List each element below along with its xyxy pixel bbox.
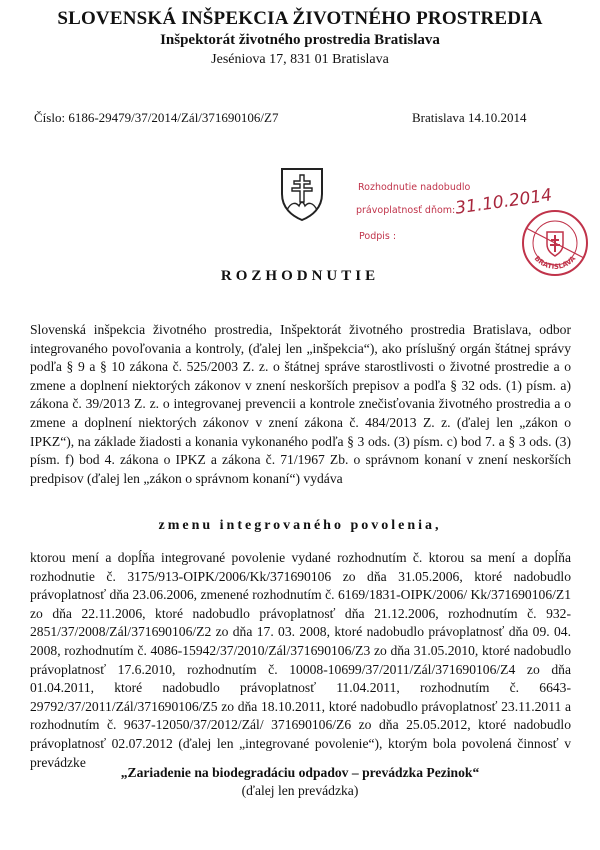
organization-name: SLOVENSKÁ INŠPEKCIA ŽIVOTNÉHO PROSTREDIA xyxy=(57,8,543,29)
issue-date: Bratislava 14.10.2014 xyxy=(412,110,527,125)
slovak-coat-of-arms-icon xyxy=(279,166,325,222)
facility-name: „Zariadenie na biodegradáciu odpadov – prevádzka Pezinok“ xyxy=(120,765,480,780)
department-name: Inšpektorát životného prostredia Bratislava xyxy=(160,32,440,48)
decision-subject: zmenu integrovaného povolenia, xyxy=(158,518,442,533)
stamp-line-signature: Podpis : xyxy=(359,231,397,242)
document-title: ROZHODNUTIE xyxy=(220,268,380,284)
address: Jeséniova 17, 831 01 Bratislava xyxy=(211,52,389,67)
reference-number: Číslo: 6186-29479/37/2014/Zál/371690106/Z7 xyxy=(34,110,279,125)
round-stamp-text: BRATISLAVA xyxy=(532,254,578,271)
main-paragraph: ktorou mení a dopĺňa integrované povolenie vydané rozhodnutím č. ktorou sa mení a dopĺňa rozhodnutie č. 3175/913-OIPK/2006/Kk/371690106 zo dňa 31.05.2006, ktoré nadobudlo právoplatnosť dňa 23.06.2006, zmenené rozhodnutím č. 6169/1831-OIPK/2006/ Kk/371690106/Z1 zo dňa 22.11.2006, ktoré nadobudlo právoplatnosť dňa 21.12.2006, rozhodnutím č. 932-2851/37/2008/Zál/371690106/Z2 zo dňa 17. 03. 2008, ktoré nadobudlo právoplatnosť dňa 09. 04. 2008, rozhodnutím č. 4086-15942/37/2010/Zál/371690106/Z3 zo dňa 31.05.2010, ktoré nadobudlo právoplatnosť 17.6.2010, rozhodnutím č. 10008-10699/37/2011/Zál/371690106/Z4 zo dňa 01.04.2011, ktoré nadobudlo právoplatnosť 11.04.2011, rozhodnutím č. 6643-29792/37/2011/Zál/371690106/Z5 zo dňa 18.10.2011, ktoré nadobudlo právoplatnosť 23.11.2011 a rozhodnutím č. 9637-12050/37/2012/Zál/ 371690106/Z6 zo dňa 25.05.2012, ktoré nadobudlo právoplatnosť 02.07.2012 (ďalej len „integrované povolenie“), ktorým bola povolená činnosť v prevádzke xyxy=(30,550,571,770)
stamp-line-effective: Rozhodnutie nadobudlo xyxy=(358,182,471,193)
intro-paragraph: Slovenská inšpekcia životného prostredia, Inšpektorát životného prostredia Bratislava, odbor integrovaného povoľovania a kontroly, (ďalej len „inšpekcia“), ako príslušný orgán štátnej správy podľa § 9 a § 10 zákona č. 525/2003 Z. z. o štátnej správe starostlivosti o životné prostredie a o zmene a doplnení niektorých zákonov v znení neskorších prepisov a podľa § 32 ods. (1) písm. a) zákona č. 39/2013 Z. z. o integrovanej prevencii a kontrole znečisťovania životného prostredia a o zmene a doplnení niektorých zákonov v znení zákona č. 484/2013 Z. z. (ďalej len „zákon o IPKZ“), na základe žiadosti a konania vykonaného podľa § 3 ods. (3) písm. c) bod 7. a § 3 ods. (3) písm. f) bod 4. zákona o IPKZ a zákona č. 71/1967 Zb. o správnom konaní v znení neskorších predpisov (ďalej len „zákon o správnom konaní“) vydáva xyxy=(30,322,571,486)
stamp-line-date-label: právoplatnosť dňom: xyxy=(356,205,456,216)
handwritten-date: 31.10.2014 xyxy=(454,185,554,219)
facility-note: (ďalej len prevádzka) xyxy=(241,783,359,798)
